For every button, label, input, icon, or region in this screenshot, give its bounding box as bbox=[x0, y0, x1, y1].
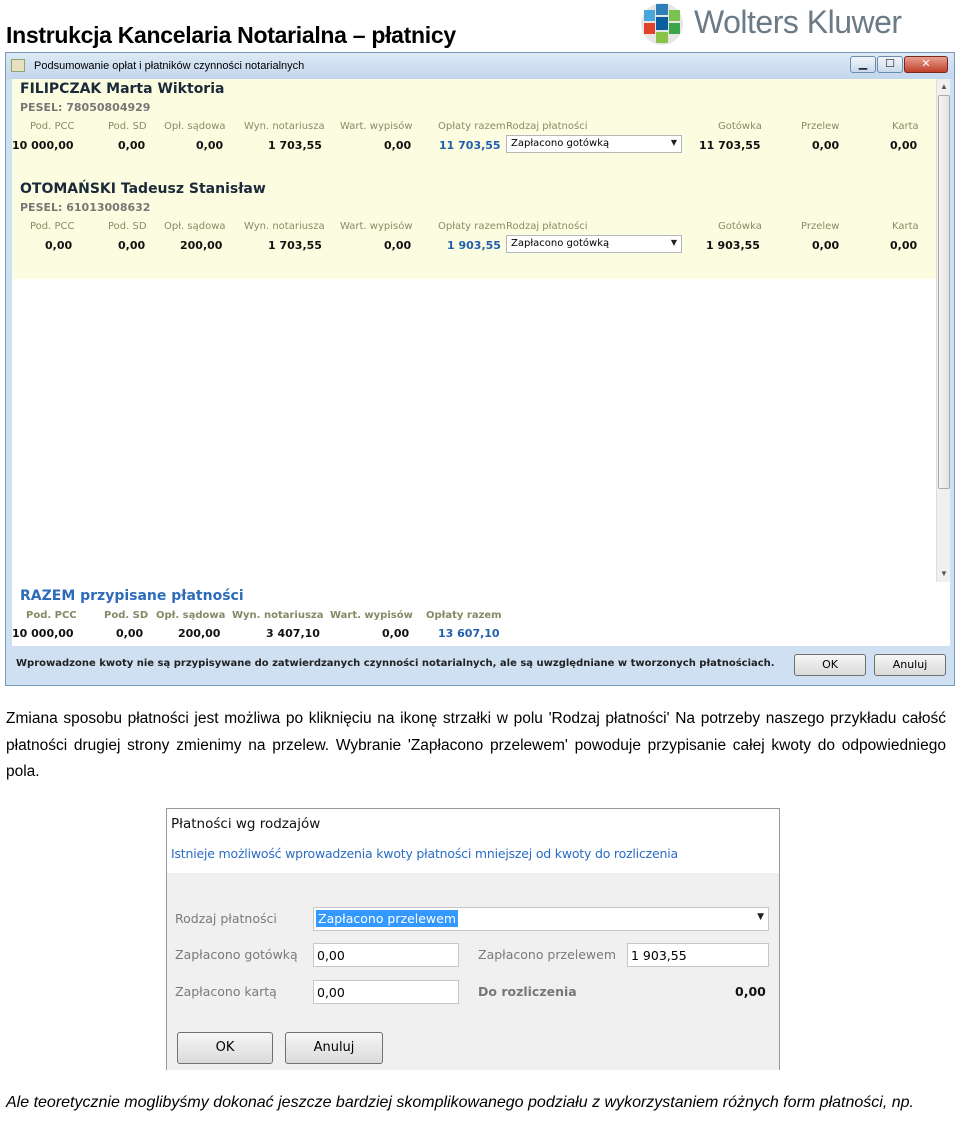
app-icon bbox=[11, 59, 25, 72]
label-pod-pcc: Pod. PCC bbox=[26, 610, 77, 621]
card-amount-input[interactable]: 0,00 bbox=[313, 980, 459, 1004]
label-karta: Karta bbox=[892, 221, 919, 232]
payment-type-select[interactable] bbox=[313, 907, 769, 931]
value-do-rozliczenia: 0,00 bbox=[735, 984, 766, 999]
value-wart-wypisow: 0,00 bbox=[384, 139, 412, 152]
label-opl-sadowa: Opł. sądowa bbox=[156, 610, 226, 621]
payer-card-2 bbox=[12, 179, 936, 279]
label-opl-sadowa: Opł. sądowa bbox=[164, 221, 226, 232]
label-karta: Karta bbox=[892, 121, 919, 132]
cancel-button[interactable]: Anuluj bbox=[285, 1032, 383, 1064]
instruction-paragraph: Zmiana sposobu płatności jest możliwa po kliknięciu na ikonę strzałki w polu 'Rodzaj płatności' Na potrzeby naszego przykładu całość płatności drugiej strony zmienimy na przelew. Wybranie 'Zapłacono przelewem' powoduje przypisanie całej kwoty do odpowiedniego pola. bbox=[6, 710, 946, 780]
label-do-rozliczenia: Do rozliczenia bbox=[478, 984, 577, 999]
total-title: RAZEM przypisane płatności bbox=[20, 588, 244, 604]
payer-name: OTOMAŃSKI Tadeusz Stanisław bbox=[20, 181, 266, 197]
label-przelew: Przelew bbox=[801, 121, 840, 132]
label-przelew: Przelew bbox=[801, 221, 840, 232]
label-pod-sd: Pod. SD bbox=[108, 121, 147, 132]
label-pod-pcc: Pod. PCC bbox=[30, 221, 75, 232]
value-oplaty-razem: 1 903,55 bbox=[447, 239, 501, 252]
logo-globe-icon bbox=[638, 0, 688, 48]
summary-window-titlebar[interactable] bbox=[6, 53, 954, 79]
value-opl-sadowa: 0,00 bbox=[196, 139, 224, 152]
value-pod-pcc: 0,00 bbox=[45, 239, 73, 252]
scroll-down-icon[interactable]: ▼ bbox=[940, 569, 948, 578]
transfer-amount-input[interactable]: 1 903,55 bbox=[627, 943, 769, 967]
label-opl-sadowa: Opł. sądowa bbox=[164, 121, 226, 132]
payment-type-select[interactable] bbox=[506, 135, 682, 153]
label-zaplacono-gotowka: Zapłacono gotówką bbox=[175, 947, 298, 962]
total-pod-pcc: 10 000,00 bbox=[12, 627, 74, 640]
payment-types-dialog bbox=[166, 808, 780, 1070]
total-wart-wypisow: 0,00 bbox=[382, 627, 410, 640]
payment-type-value: Zapłacono gotówką bbox=[511, 238, 610, 249]
value-oplaty-razem: 11 703,55 bbox=[439, 139, 501, 152]
value-karta: 0,00 bbox=[890, 239, 918, 252]
label-rodzaj-platnosci: Rodzaj płatności bbox=[506, 221, 588, 232]
label-wart-wypisow: Wart. wypisów bbox=[330, 610, 413, 621]
document-title: Instrukcja Kancelaria Notarialna – płatnicy bbox=[6, 22, 456, 48]
total-wyn-notariusza: 3 407,10 bbox=[266, 627, 320, 640]
total-summary bbox=[12, 582, 950, 646]
dropdown-arrow-icon[interactable]: ▼ bbox=[757, 912, 764, 922]
label-pod-sd: Pod. SD bbox=[108, 221, 147, 232]
label-pod-pcc: Pod. PCC bbox=[30, 121, 75, 132]
value-opl-sadowa: 200,00 bbox=[180, 239, 223, 252]
payer-pesel: PESEL: 78050804929 bbox=[20, 101, 151, 114]
label-pod-sd: Pod. SD bbox=[104, 610, 149, 621]
logo-text: Wolters Kluwer bbox=[694, 4, 902, 40]
dialog-body bbox=[167, 873, 779, 1029]
scroll-thumb[interactable] bbox=[938, 95, 950, 489]
value-przelew: 0,00 bbox=[812, 239, 840, 252]
dialog-header bbox=[167, 809, 779, 873]
ok-button[interactable]: OK bbox=[794, 654, 866, 676]
minimize-button[interactable]: ▁ bbox=[850, 56, 876, 73]
value-wyn-notariusza: 1 703,55 bbox=[268, 139, 322, 152]
value-wyn-notariusza: 1 703,55 bbox=[268, 239, 322, 252]
label-rodzaj-platnosci: Rodzaj płatności bbox=[175, 911, 277, 926]
value-gotowka: 11 703,55 bbox=[699, 139, 761, 152]
label-wart-wypisow: Wart. wypisów bbox=[340, 121, 413, 132]
close-button[interactable]: ✕ bbox=[904, 56, 948, 73]
summary-footer bbox=[12, 650, 950, 680]
total-pod-sd: 0,00 bbox=[116, 627, 144, 640]
payment-type-value: Zapłacono gotówką bbox=[511, 138, 610, 149]
cancel-button[interactable]: Anuluj bbox=[874, 654, 946, 676]
dialog-footer bbox=[167, 1029, 779, 1070]
label-gotowka: Gotówka bbox=[718, 121, 762, 132]
value-przelew: 0,00 bbox=[812, 139, 840, 152]
total-oplaty-razem: 13 607,10 bbox=[438, 627, 500, 640]
cash-amount-input[interactable]: 0,00 bbox=[313, 943, 459, 967]
payer-pesel: PESEL: 61013008632 bbox=[20, 201, 151, 214]
wolters-kluwer-logo bbox=[636, 0, 936, 48]
label-zaplacono-przelewem: Zapłacono przelewem bbox=[478, 947, 617, 962]
closing-paragraph: Ale teoretycznie moglibyśmy dokonać jeszcze bardziej skomplikowanego podziału z wykorzystaniem różnych form płatności, np. bbox=[6, 1094, 914, 1111]
label-wart-wypisow: Wart. wypisów bbox=[340, 221, 413, 232]
label-rodzaj-platnosci: Rodzaj płatności bbox=[506, 121, 588, 132]
label-zaplacono-karta: Zapłacono kartą bbox=[175, 984, 277, 999]
payers-list bbox=[12, 79, 936, 582]
payment-type-select[interactable] bbox=[506, 235, 682, 253]
payment-type-value: Zapłacono przelewem bbox=[318, 911, 457, 926]
label-wyn-notariusza: Wyn. notariusza bbox=[232, 610, 324, 621]
value-pod-pcc: 10 000,00 bbox=[12, 139, 74, 152]
summary-window bbox=[5, 52, 955, 686]
window-title: Podsumowanie opłat i płatników czynności notarialnych bbox=[34, 60, 305, 72]
label-oplaty-razem: Opłaty razem bbox=[438, 221, 506, 232]
footer-note: Wprowadzone kwoty nie są przypisywane do zatwierdzanych czynności notarialnych, ale są uwzględniane w tworzonych płatnościach. bbox=[16, 658, 775, 669]
value-wart-wypisow: 0,00 bbox=[384, 239, 412, 252]
vertical-scrollbar[interactable] bbox=[936, 79, 950, 582]
label-gotowka: Gotówka bbox=[718, 221, 762, 232]
value-pod-sd: 0,00 bbox=[118, 239, 146, 252]
total-opl-sadowa: 200,00 bbox=[178, 627, 221, 640]
dropdown-arrow-icon[interactable]: ▼ bbox=[670, 138, 677, 147]
payer-name: FILIPCZAK Marta Wiktoria bbox=[20, 81, 225, 97]
value-gotowka: 1 903,55 bbox=[706, 239, 760, 252]
label-wyn-notariusza: Wyn. notariusza bbox=[244, 221, 325, 232]
label-oplaty-razem: Opłaty razem bbox=[426, 610, 502, 621]
value-karta: 0,00 bbox=[890, 139, 918, 152]
dialog-info: Istnieje możliwość wprowadzenia kwoty płatności mniejszej od kwoty do rozliczenia bbox=[171, 846, 678, 861]
payer-card-1 bbox=[12, 79, 936, 179]
label-oplaty-razem: Opłaty razem bbox=[438, 121, 506, 132]
dropdown-arrow-icon[interactable]: ▼ bbox=[670, 238, 677, 247]
label-wyn-notariusza: Wyn. notariusza bbox=[244, 121, 325, 132]
dialog-title: Płatności wg rodzajów bbox=[171, 816, 321, 832]
scroll-up-icon[interactable]: ▲ bbox=[940, 82, 948, 91]
maximize-button[interactable]: ☐ bbox=[877, 56, 903, 73]
value-pod-sd: 0,00 bbox=[118, 139, 146, 152]
ok-button[interactable]: OK bbox=[177, 1032, 273, 1064]
